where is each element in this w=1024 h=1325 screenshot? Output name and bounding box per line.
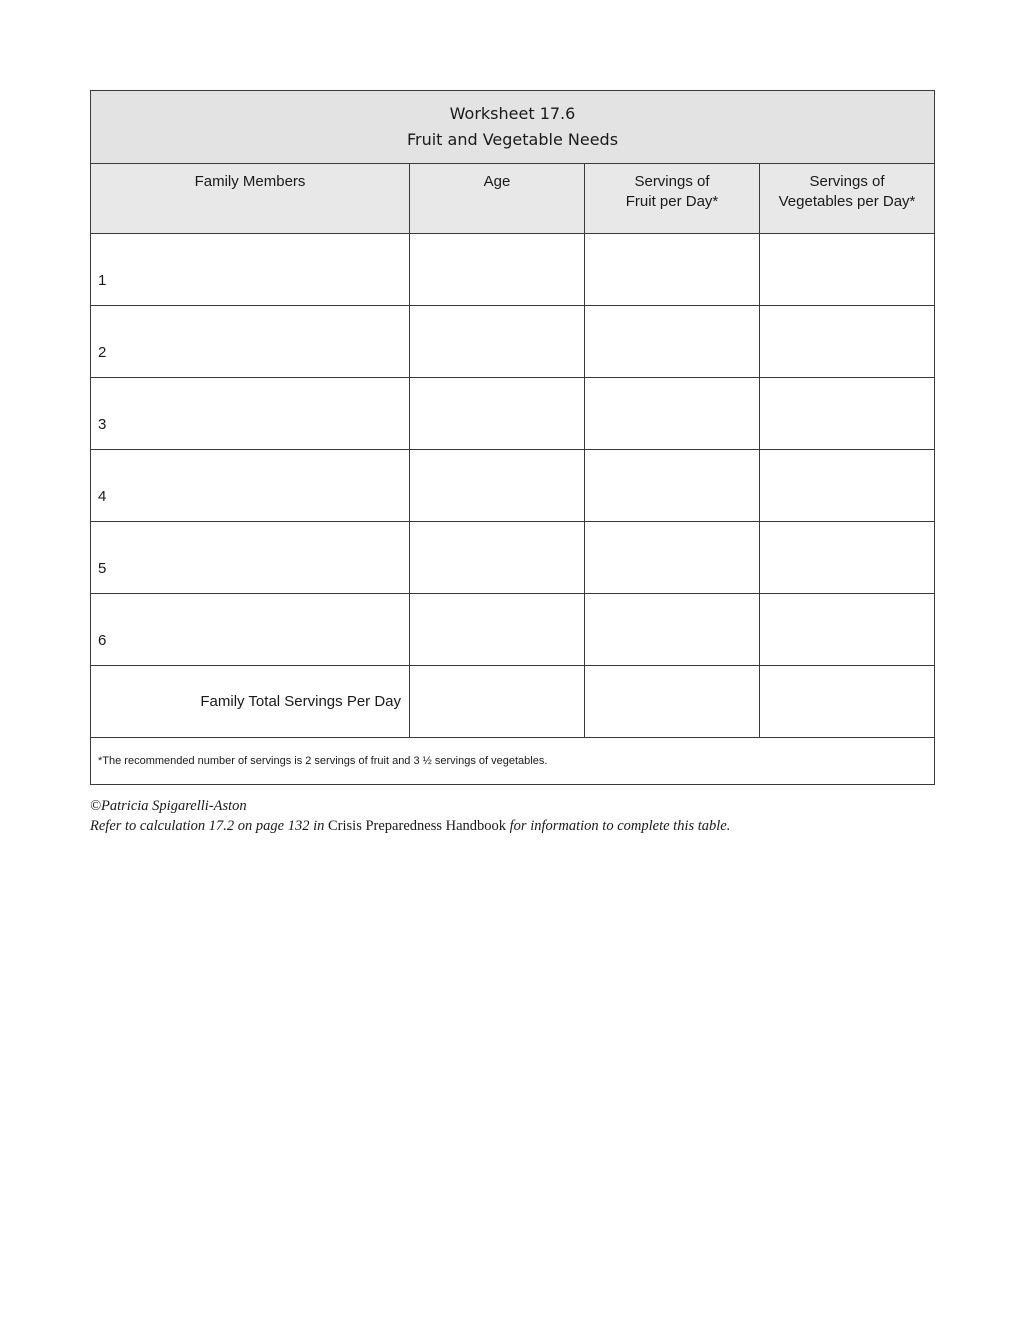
worksheet-subtitle: Fruit and Vegetable Needs [406, 130, 619, 149]
vegetable-servings-cell[interactable] [760, 234, 935, 306]
age-cell[interactable] [410, 378, 585, 450]
age-cell[interactable] [410, 306, 585, 378]
table-row [91, 378, 935, 450]
header-veg-line1: Servings of [809, 173, 885, 190]
header-veg-line2: Vegetables per Day* [778, 193, 916, 210]
total-age-cell [410, 666, 585, 738]
total-servings-label: Family Total Servings Per Day [91, 666, 410, 738]
table-row [91, 522, 935, 594]
fruit-servings-cell[interactable] [585, 450, 760, 522]
fruit-servings-cell[interactable] [585, 594, 760, 666]
header-fruit-line2: Fruit per Day* [625, 193, 719, 210]
header-vegetable-servings [760, 164, 935, 234]
family-member-cell[interactable]: 3 [91, 378, 410, 450]
family-member-cell[interactable]: 2 [91, 306, 410, 378]
worksheet-number: Worksheet 17.6 [449, 104, 576, 123]
book-title: Crisis Preparedness Handbook [328, 818, 507, 834]
fruit-servings-cell[interactable] [585, 522, 760, 594]
fruit-servings-cell[interactable] [585, 234, 760, 306]
age-cell[interactable] [410, 450, 585, 522]
title-row [91, 91, 935, 164]
header-fruit-line1: Servings of [634, 173, 710, 190]
family-member-cell[interactable]: 5 [91, 522, 410, 594]
reference-text-end: for information to complete this table. [506, 818, 731, 834]
worksheet-title [91, 91, 935, 164]
total-fruit-servings-cell[interactable] [585, 666, 760, 738]
total-vegetable-servings-cell[interactable] [760, 666, 935, 738]
header-age-label: Age [483, 173, 511, 190]
table-row [91, 234, 935, 306]
footnote-row [91, 738, 935, 785]
vegetable-servings-cell[interactable] [760, 450, 935, 522]
header-row [91, 164, 935, 234]
vegetable-servings-cell[interactable] [760, 306, 935, 378]
header-age [410, 164, 585, 234]
table-row [91, 594, 935, 666]
header-family-members [91, 164, 410, 234]
header-fruit-servings [585, 164, 760, 234]
vegetable-servings-cell[interactable] [760, 378, 935, 450]
vegetable-servings-cell[interactable] [760, 522, 935, 594]
servings-footnote: *The recommended number of servings is 2 servings of fruit and 3 ½ servings of vegetables. [91, 738, 935, 785]
worksheet-table [90, 90, 935, 785]
fruit-servings-cell[interactable] [585, 306, 760, 378]
family-member-cell[interactable]: 4 [91, 450, 410, 522]
age-cell[interactable] [410, 594, 585, 666]
reference-note [90, 816, 934, 836]
total-row [91, 666, 935, 738]
family-member-cell[interactable]: 6 [91, 594, 410, 666]
reference-text-start: Refer to calculation 17.2 on page 132 in [90, 818, 329, 834]
copyright-notice: ©Patricia Spigarelli-Aston [90, 798, 247, 814]
fruit-servings-cell[interactable] [585, 378, 760, 450]
credits [90, 796, 934, 836]
header-family-members-label: Family Members [194, 173, 306, 190]
family-member-cell[interactable]: 1 [91, 234, 410, 306]
table-row [91, 306, 935, 378]
age-cell[interactable] [410, 234, 585, 306]
table-row [91, 450, 935, 522]
vegetable-servings-cell[interactable] [760, 594, 935, 666]
age-cell[interactable] [410, 522, 585, 594]
